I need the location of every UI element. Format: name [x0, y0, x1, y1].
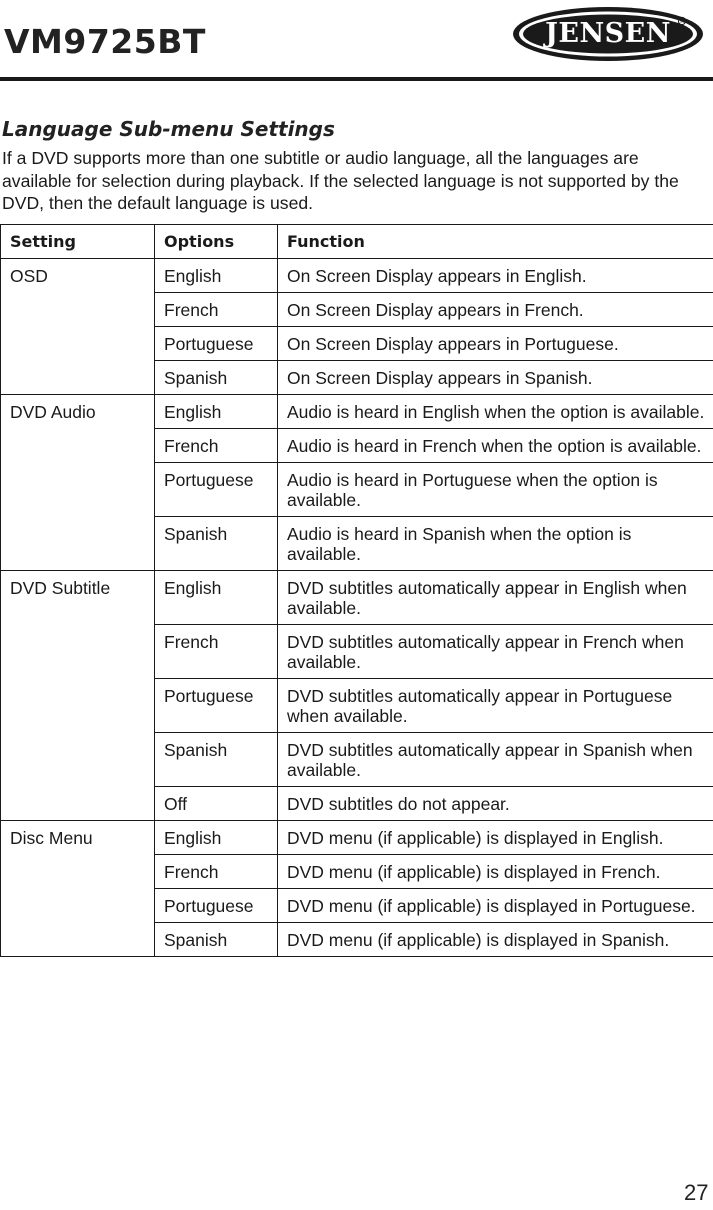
option-cell: Spanish	[155, 733, 278, 787]
function-cell: On Screen Display appears in Portuguese.	[278, 327, 713, 361]
table-row	[1, 395, 713, 429]
header-options: Options	[155, 225, 278, 259]
option-cell: English	[155, 821, 278, 855]
table-row	[1, 821, 713, 855]
function-cell: Audio is heard in English when the option is available.	[278, 395, 713, 429]
header-rule	[0, 77, 713, 81]
page-header	[0, 0, 713, 82]
table-row	[1, 571, 713, 625]
setting-cell: DVD Subtitle	[1, 571, 155, 821]
model-title: VM9725BT	[4, 22, 206, 61]
function-cell: Audio is heard in Portuguese when the option is available.	[278, 463, 713, 517]
option-cell: French	[155, 429, 278, 463]
option-cell: French	[155, 293, 278, 327]
language-settings-table	[0, 224, 713, 957]
logo-wordmark: JENSEN	[545, 18, 671, 49]
option-cell: Portuguese	[155, 679, 278, 733]
option-cell: Off	[155, 787, 278, 821]
function-cell: Audio is heard in Spanish when the option is available.	[278, 517, 713, 571]
option-cell: French	[155, 855, 278, 889]
option-cell: English	[155, 395, 278, 429]
section-title: Language Sub-menu Settings	[2, 117, 335, 141]
function-cell: On Screen Display appears in French.	[278, 293, 713, 327]
function-cell: DVD menu (if applicable) is displayed in French.	[278, 855, 713, 889]
function-cell: Audio is heard in French when the option is available.	[278, 429, 713, 463]
function-cell: DVD menu (if applicable) is displayed in English.	[278, 821, 713, 855]
option-cell: English	[155, 259, 278, 293]
page-number: 27	[684, 1180, 709, 1205]
option-cell: French	[155, 625, 278, 679]
option-cell: Spanish	[155, 517, 278, 571]
svg-text:R: R	[680, 19, 684, 26]
header-setting: Setting	[1, 225, 155, 259]
table-row	[1, 259, 713, 293]
table-header-row	[1, 225, 713, 259]
header-function: Function	[278, 225, 713, 259]
option-cell: Spanish	[155, 361, 278, 395]
setting-cell: OSD	[1, 259, 155, 395]
setting-cell: DVD Audio	[1, 395, 155, 571]
option-cell: Portuguese	[155, 889, 278, 923]
option-cell: Spanish	[155, 923, 278, 957]
function-cell: DVD menu (if applicable) is displayed in Spanish.	[278, 923, 713, 957]
setting-cell: Disc Menu	[1, 821, 155, 957]
function-cell: DVD subtitles automatically appear in Portuguese when available.	[278, 679, 713, 733]
function-cell: DVD subtitles do not appear.	[278, 787, 713, 821]
intro-paragraph: If a DVD supports more than one subtitle or audio language, all the languages are available for selection during playback. If the selected language is not supported by the DVD, then the default language is used.	[2, 148, 679, 213]
function-cell: DVD subtitles automatically appear in French when available.	[278, 625, 713, 679]
function-cell: DVD subtitles automatically appear in English when available.	[278, 571, 713, 625]
option-cell: Portuguese	[155, 463, 278, 517]
option-cell: Portuguese	[155, 327, 278, 361]
function-cell: On Screen Display appears in Spanish.	[278, 361, 713, 395]
option-cell: English	[155, 571, 278, 625]
function-cell: DVD menu (if applicable) is displayed in Portuguese.	[278, 889, 713, 923]
function-cell: DVD subtitles automatically appear in Spanish when available.	[278, 733, 713, 787]
function-cell: On Screen Display appears in English.	[278, 259, 713, 293]
